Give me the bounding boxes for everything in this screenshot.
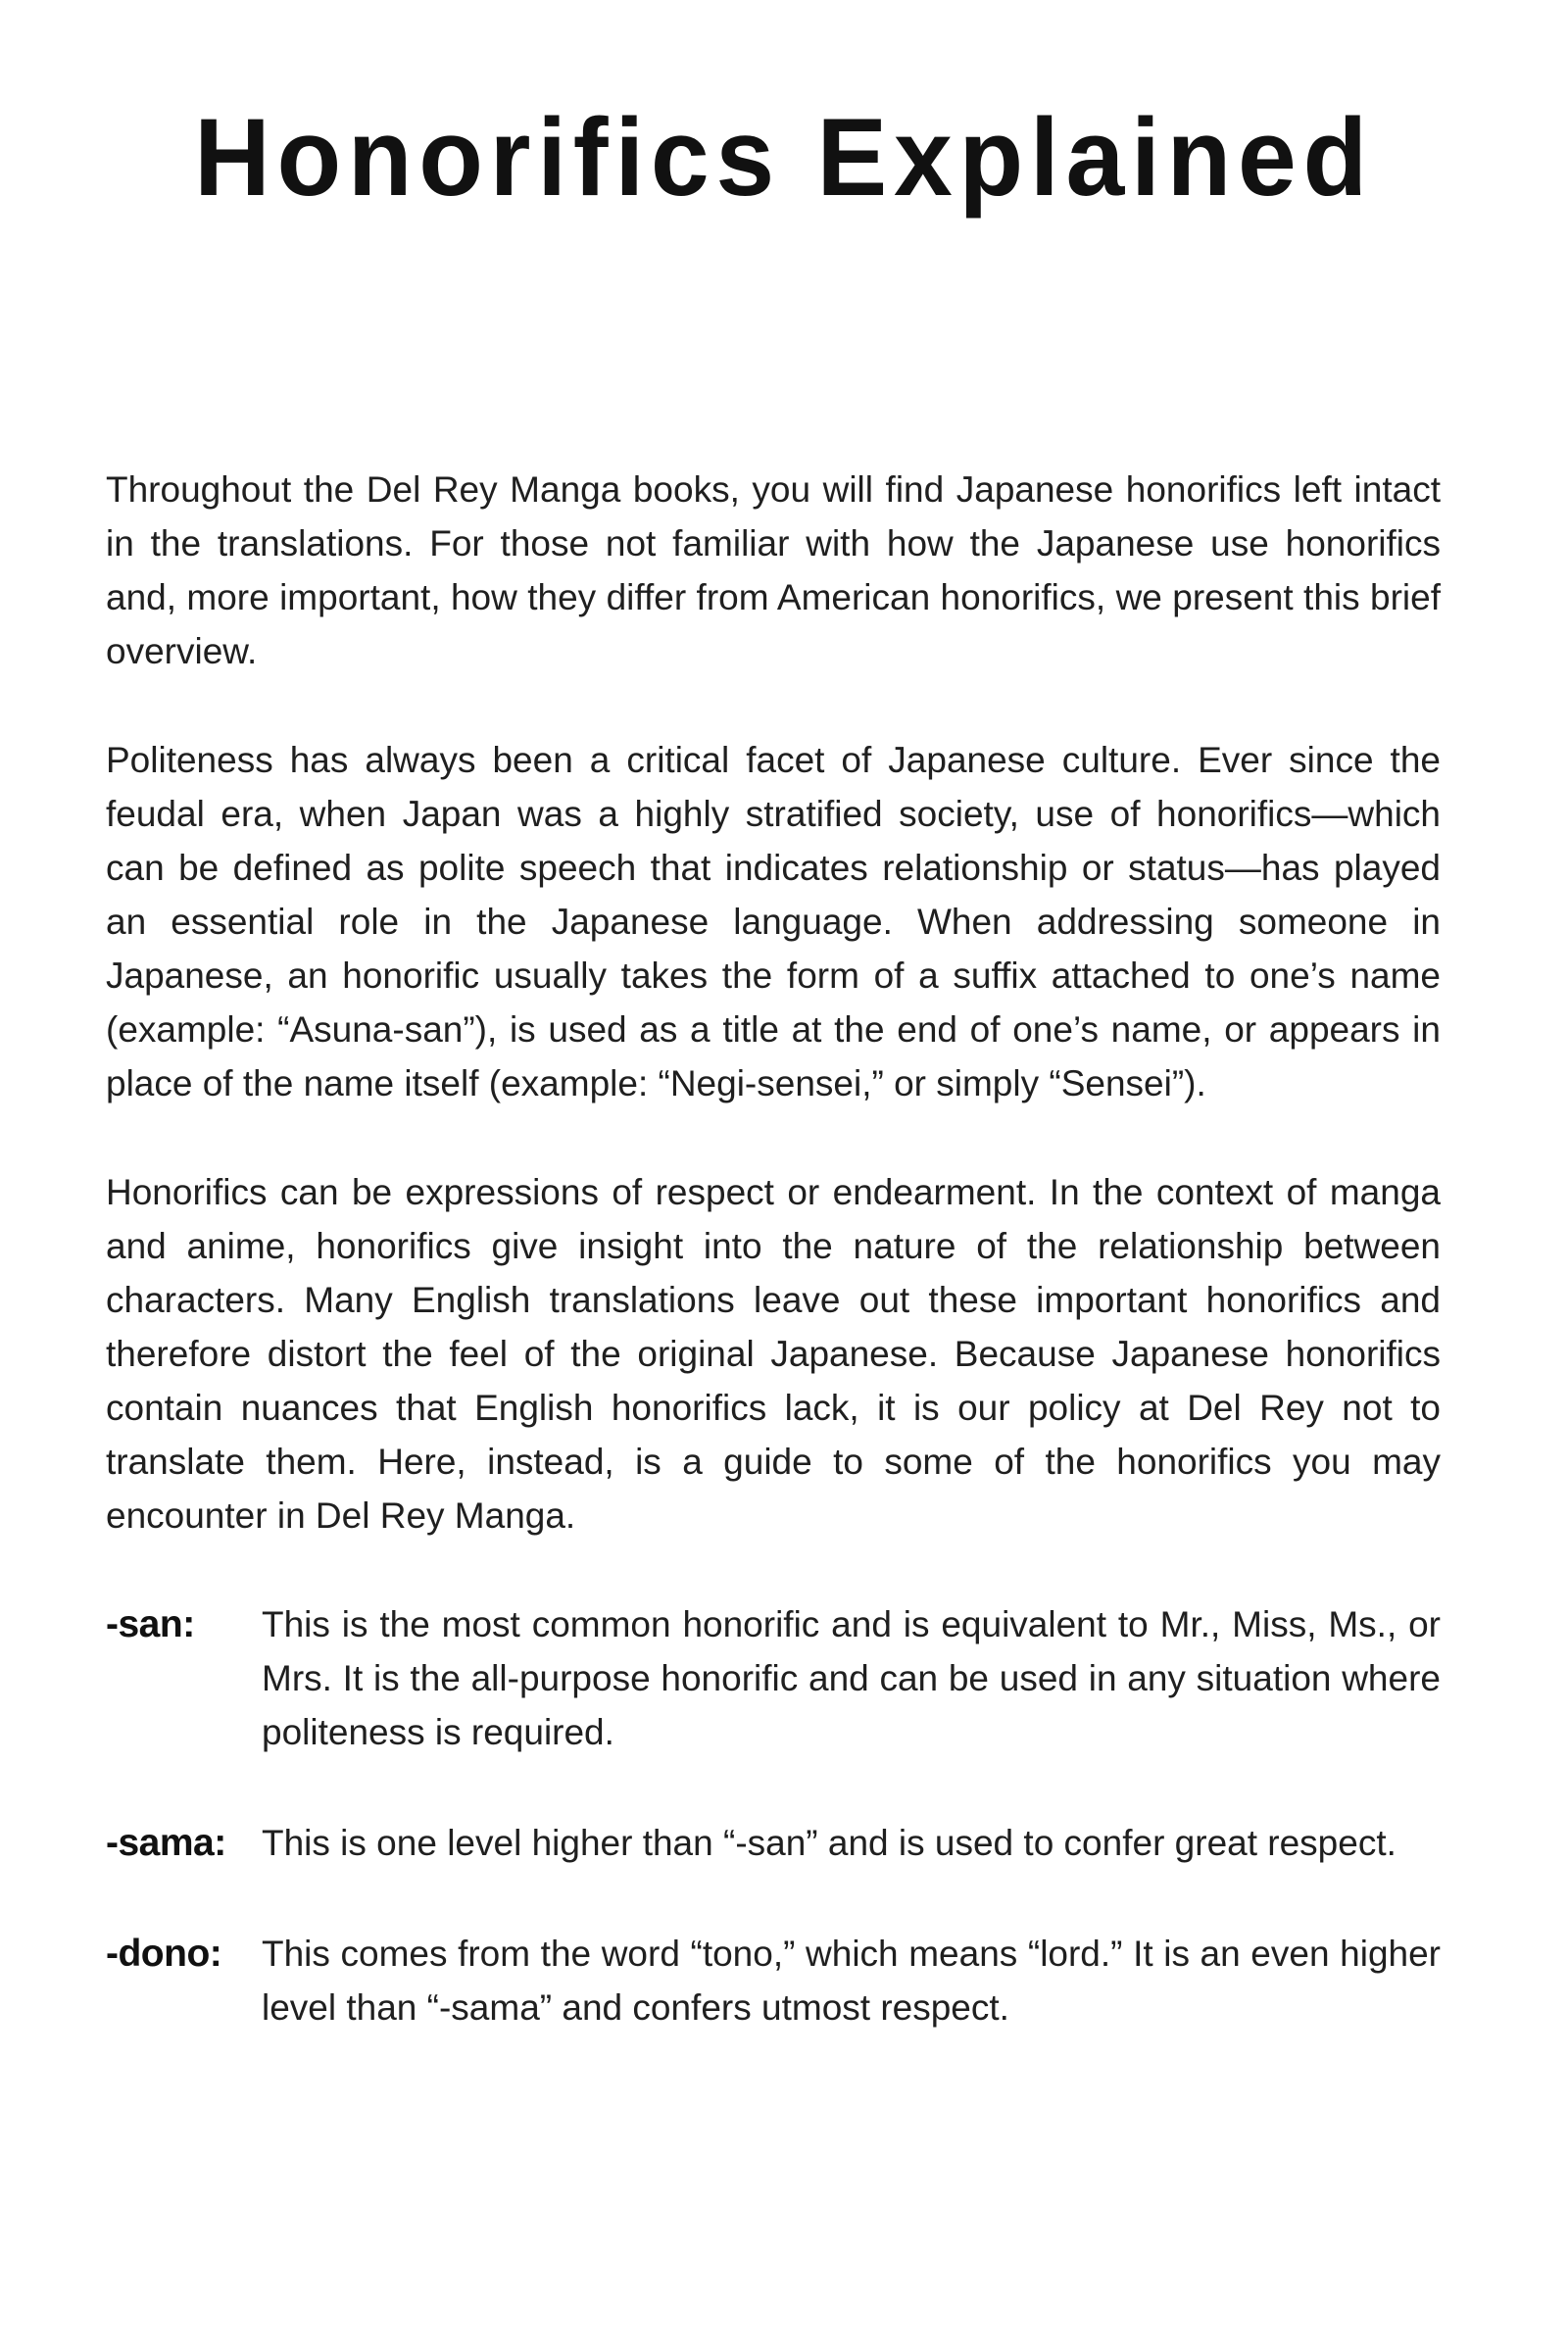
honorific-term-sama: -sama: (106, 1822, 226, 1864)
honorific-term-san: -san: (106, 1603, 195, 1645)
intro-paragraph: Throughout the Del Rey Manga books, you will find Japanese honorifics left intact in the translations. For those not familiar with how the Japanese use honorifics and, more important, how they differ from American honorifics, we present this brief overview. (106, 469, 1441, 671)
honorific-definition-sama: This is one level higher than “-san” and is used to confer great respect. (262, 1823, 1396, 1863)
honorific-entry-sama (106, 1816, 1441, 1870)
translation-policy-paragraph: Honorifics can be expressions of respect or endearment. In the context of manga and anime, honorifics give insight into the nature of the relationship between characters. Many English translations leave out these important honorifics and therefore distort the feel of the original Japanese. Because Japanese honorifics contain nuances that English honorifics lack, it is our policy at Del Rey not to translate them. Here, instead, is a guide to some of the honorifics you may encounter in Del Rey Manga. (106, 1172, 1441, 1536)
politeness-paragraph: Politeness has always been a critical facet of Japanese culture. Ever since the feudal era, when Japan was a highly stratified society, use of honorifics—which can be defined as polite speech that indicates relationship or status—has played an essential role in the Japanese language. When addressing someone in Japanese, an honorific usually takes the form of a suffix attached to one’s name (example: “Asuna-san”), is used as a title at the end of one’s name, or appears in place of the name itself (example: “Negi-sensei,” or simply “Sensei”). (106, 740, 1441, 1103)
honorific-term-dono: -dono: (106, 1933, 222, 1975)
honorific-definition-san: This is the most common honorific and is equivalent to Mr., Miss, Ms., or Mrs. It is the all-purpose honorific and can be used in any situation where politeness is required. (262, 1604, 1441, 1752)
honorific-entry-dono (106, 1927, 1441, 2034)
honorific-definition-dono: This comes from the word “tono,” which means “lord.” It is an even higher level than “-sama” and confers utmost respect. (262, 1934, 1441, 2028)
page-title: Honorifics Explained (194, 96, 1374, 219)
page-content (106, 463, 1441, 2091)
honorific-entry-san (106, 1597, 1441, 1759)
